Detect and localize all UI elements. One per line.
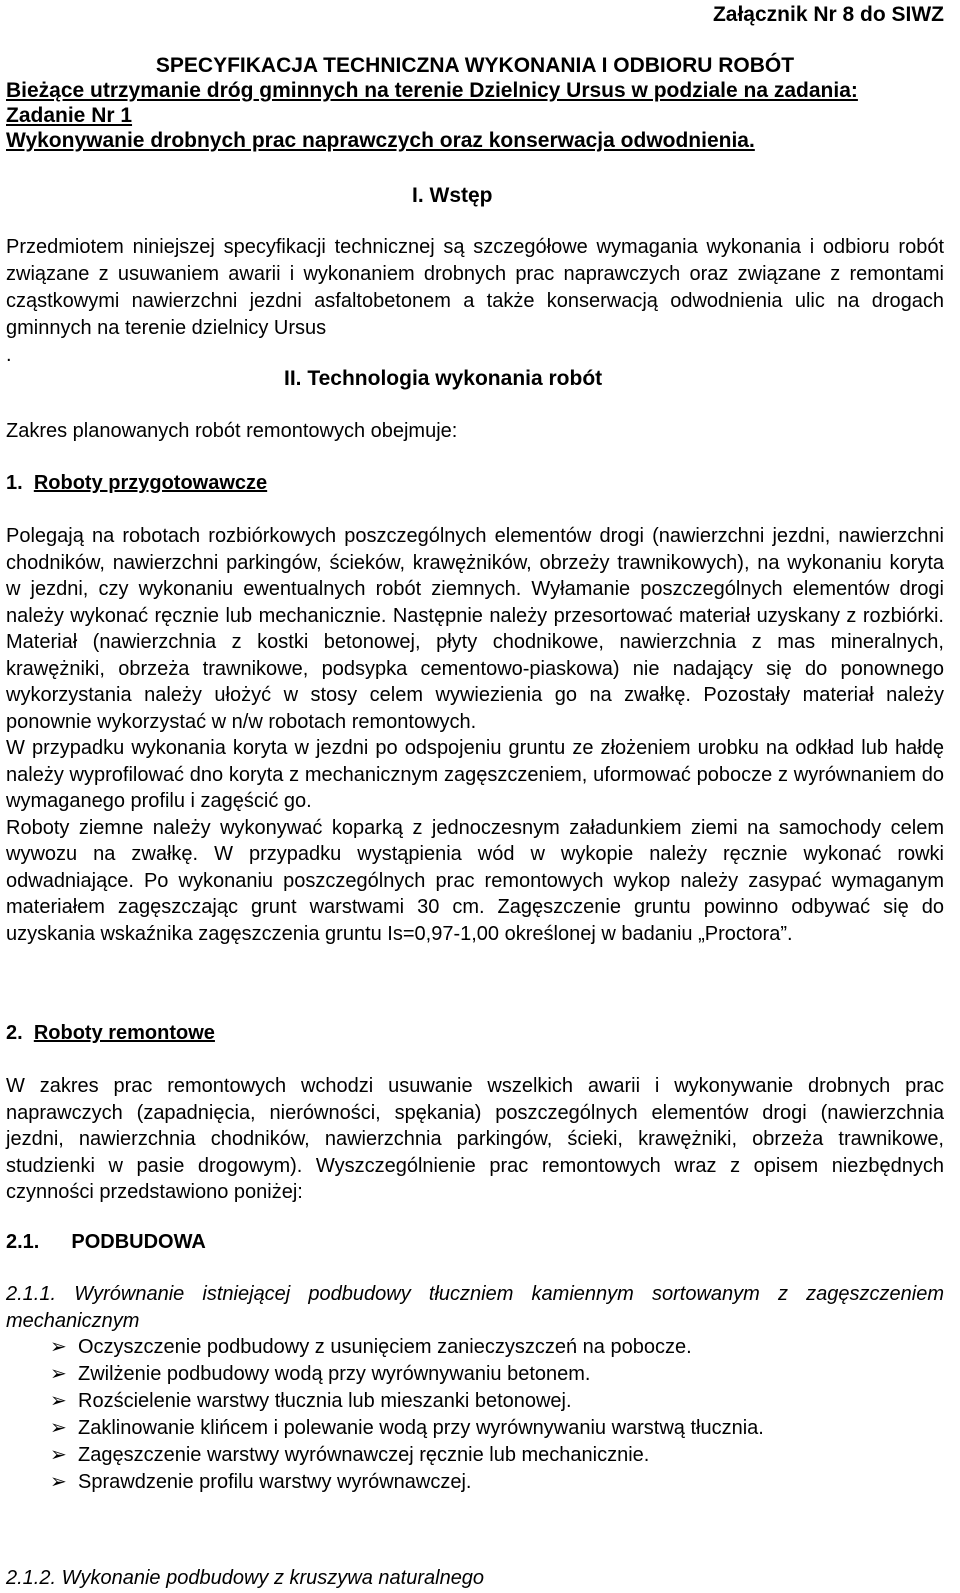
part-1-paragraph-1: Polegają na robotach rozbiórkowych poszczególnych elementów drogi (nawierzchni jezdni, nawierzchni chodników, nawierzchni parkingów, ścieków, krawężników, obrzeży trawnikowych), na wykonaniu koryta w jezdni, czy wykonaniu ewentualnych robót ziemnych. Wyłamanie poszczególnych elementów drogi należy wykonać ręcznie lub mechanicznie. Następnie należy przesortować materiał uzyskany z rozbiórki. Materiał (nawierzchnia z kostki betonowej, płyty chodnikowe, nawierzchnia z mas mineralnych, krawężniki, obrzeża trawnikowe, podsypka cementowo-piaskowa) nie nadający się do ponownego wykorzystania należy ułożyć w stosy celem wywiezienia go na zwałkę. Pozostały materiał należy ponownie wykorzystać w n/w robotach remontowych.: [6, 525, 944, 733]
part-2-1-heading: [6, 1229, 944, 1256]
section-2-heading: II. Technologia wykonania robót: [284, 367, 603, 390]
list-item: ➢ Zaklinowanie klińcem i polewanie wodą przy wyrównywaniu warstwą tłucznia.: [6, 1415, 944, 1442]
section-1-dot: .: [6, 344, 12, 366]
header-line-3: Zadanie Nr 1: [6, 104, 133, 127]
task-list: [6, 1334, 944, 1496]
spec-title: SPECYFIKACJA TECHNICZNA WYKONANIA I ODBIORU ROBÓT: [155, 54, 795, 77]
list-item: ➢ Zwilżenie podbudowy wodą przy wyrównywaniu betonem.: [6, 1361, 944, 1388]
part-1-heading: [6, 470, 944, 497]
arrow-bullet-icon: ➢: [50, 1417, 67, 1439]
list-item: ➢ Sprawdzenie profilu warstwy wyrównawczej.: [6, 1469, 944, 1496]
list-item: ➢ Rozścielenie warstwy tłucznia lub mieszanki betonowej.: [6, 1388, 944, 1415]
part-2-number: 2.: [6, 1022, 23, 1044]
part-1-title: Roboty przygotowawcze: [33, 472, 268, 494]
arrow-bullet-icon: ➢: [50, 1336, 67, 1358]
arrow-bullet-icon: ➢: [50, 1390, 67, 1412]
part-2-1-title: PODBUDOWA: [71, 1231, 206, 1253]
part-2-title: Roboty remontowe: [33, 1022, 215, 1044]
part-1-number: 1.: [6, 472, 23, 494]
arrow-bullet-icon: ➢: [50, 1363, 67, 1385]
part-2-1-1-heading: 2.1.1. Wyrównanie istniejącej podbudowy tłuczniem kamiennym sortowanym z zagęszczeniem mechanicznym: [6, 1283, 944, 1332]
list-item: ➢ Zagęszczenie warstwy wyrównawczej ręcznie lub mechanicznie.: [6, 1442, 944, 1469]
part-1-paragraph-3: Roboty ziemne należy wykonywać koparką z jednoczesnym załadunkiem ziemi na samochody celem wywozu na zwałkę. W przypadku wystąpienia wód w wykopie należy ręcznie wykonać rowki odwadniające. Po wykonaniu poszczególnych prac remontowych wykop należy zasypać wymaganym materiałem zagęszczając grunt warstwami 30 cm. Zagęszczenie gruntu powinno odbywać się do uzyskania wskaźnika zagęszczenia gruntu Is=0,97-1,00 określonej w badaniu „Proctora”.: [6, 816, 944, 945]
header-line-4: Wykonywanie drobnych prac naprawczych oraz konserwacja odwodnienia.: [6, 129, 755, 152]
part-1-paragraph-2: W przypadku wykonania koryta w jezdni po odspojeniu gruntu ze złożeniem urobku na odkład lub hałdę należy wyprofilować dno koryta z mechanicznym zagęszczeniem, uformować pobocze z wyrównaniem do wymaganego profilu i zagęścić go.: [6, 737, 944, 812]
arrow-bullet-icon: ➢: [50, 1444, 67, 1466]
part-2-paragraph: W zakres prac remontowych wchodzi usuwanie wszelkich awarii i wykonywanie drobnych prac naprawczych (zapadnięcia, nierówności, spękania) poszczególnych elementów drogi (nawierzchnia jezdni, nawierzchnia chodników, nawierzchnia parkingów, ścieki, krawężniki, obrzeża trawnikowe, studzienki w pasie drogowym). Wyszczególnienie prac remontowych wraz z opisem niezbędnych czynności przedstawiono poniżej:: [6, 1075, 944, 1203]
header-line-2: Bieżące utrzymanie dróg gminnych na terenie Dzielnicy Ursus w podziale na zadania:: [6, 79, 858, 102]
document-header: [6, 53, 944, 153]
section-1-paragraph: Przedmiotem niniejszej specyfikacji technicznej są szczegółowe wymagania wykonania i odbioru robót związane z usuwaniem awarii i wykonaniem drobnych prac naprawczych oraz związane z remontami cząstkowymi nawierzchni jezdni asfaltobetonem a także konserwacją odwodnienia ulic na drogach gminnych na terenie dzielnicy Ursus: [6, 236, 944, 339]
list-item: ➢ Oczyszczenie podbudowy z usunięciem zanieczyszczeń na pobocze.: [6, 1334, 944, 1361]
part-2-heading: [6, 1020, 944, 1047]
part-2-1-number: 2.1.: [6, 1231, 40, 1253]
arrow-bullet-icon: ➢: [50, 1471, 67, 1493]
part-1-body: [6, 523, 944, 947]
part-2-1-2-heading: 2.1.2. Wykonanie podbudowy z kruszywa naturalnego: [6, 1567, 485, 1589]
section-2-intro: Zakres planowanych robót remontowych obejmuje:: [6, 420, 458, 442]
annex-label: Załącznik Nr 8 do SIWZ: [712, 3, 944, 26]
section-1-heading: I. Wstęp: [412, 184, 493, 207]
